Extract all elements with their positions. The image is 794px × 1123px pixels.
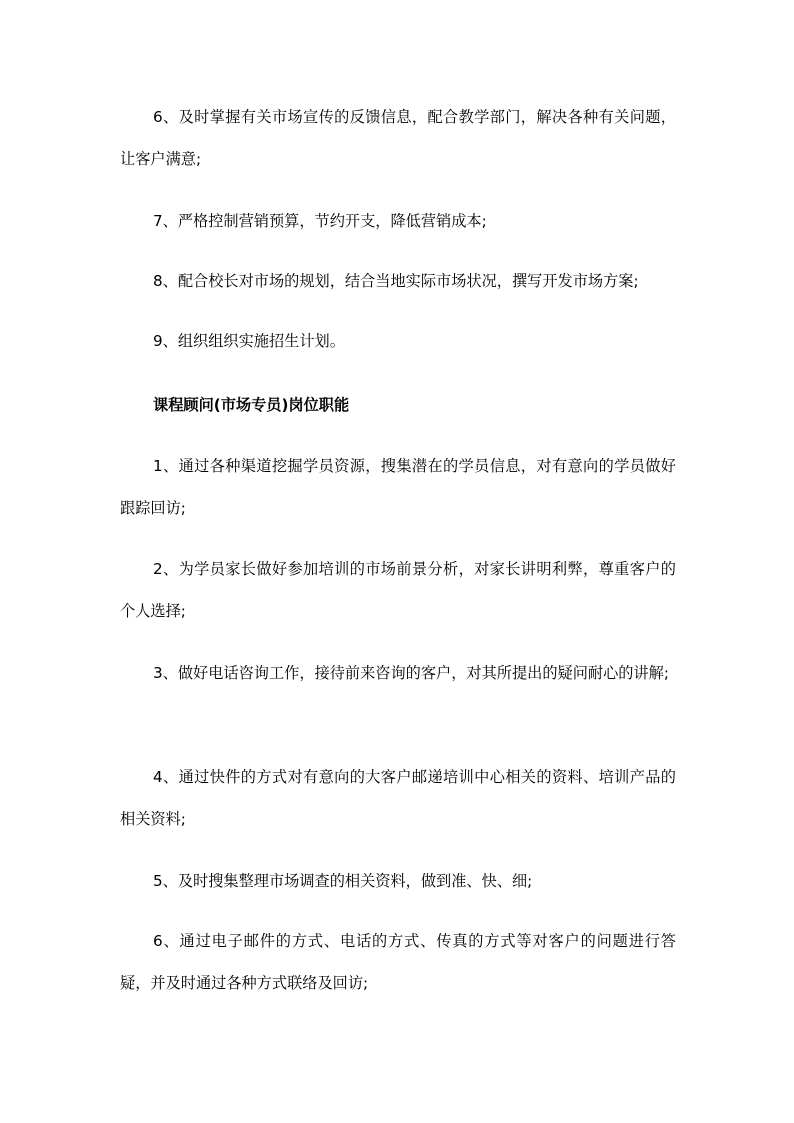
paragraph-item-8-market-plan: 8、配合校长对市场的规划，结合当地实际市场状况，撰写开发市场方案; [153,272,639,290]
paragraph-item-7-budget: 7、严格控制营销预算，节约开支，降低营销成本; [153,212,487,230]
paragraph-item-4-courier-materials: 4、通过快件的方式对有意向的大客户邮递培训中心相关的资料、培训产品的相关资料; [120,768,676,828]
paragraph-item-3-phone-consulting: 3、做好电话咨询工作，接待前来咨询的客户，对其所提出的疑问耐心的讲解; [153,664,669,682]
paragraph-item-9-enrollment: 9、组织组织实施招生计划。 [153,332,345,350]
paragraph-item-6-feedback: 6、及时掌握有关市场宣传的反馈信息，配合教学部门，解决各种有关问题，让客户满意; [120,108,676,168]
section-heading: 课程顾问(市场专员)岗位职能 [153,396,350,414]
paragraph-item-5-market-research: 5、及时搜集整理市场调查的相关资料，做到准、快、细; [153,872,533,890]
paragraph-item-6-follow-up: 6、通过电子邮件的方式、电话的方式、传真的方式等对客户的问题进行答疑，并及时通过各种方式联络及回访; [120,932,676,992]
paragraph-item-2-market-analysis: 2、为学员家长做好参加培训的市场前景分析，对家长讲明利弊，尊重客户的个人选择; [120,560,676,620]
paragraph-item-1-student-sources: 1、通过各种渠道挖掘学员资源，搜集潜在的学员信息，对有意向的学员做好跟踪回访; [120,457,676,517]
